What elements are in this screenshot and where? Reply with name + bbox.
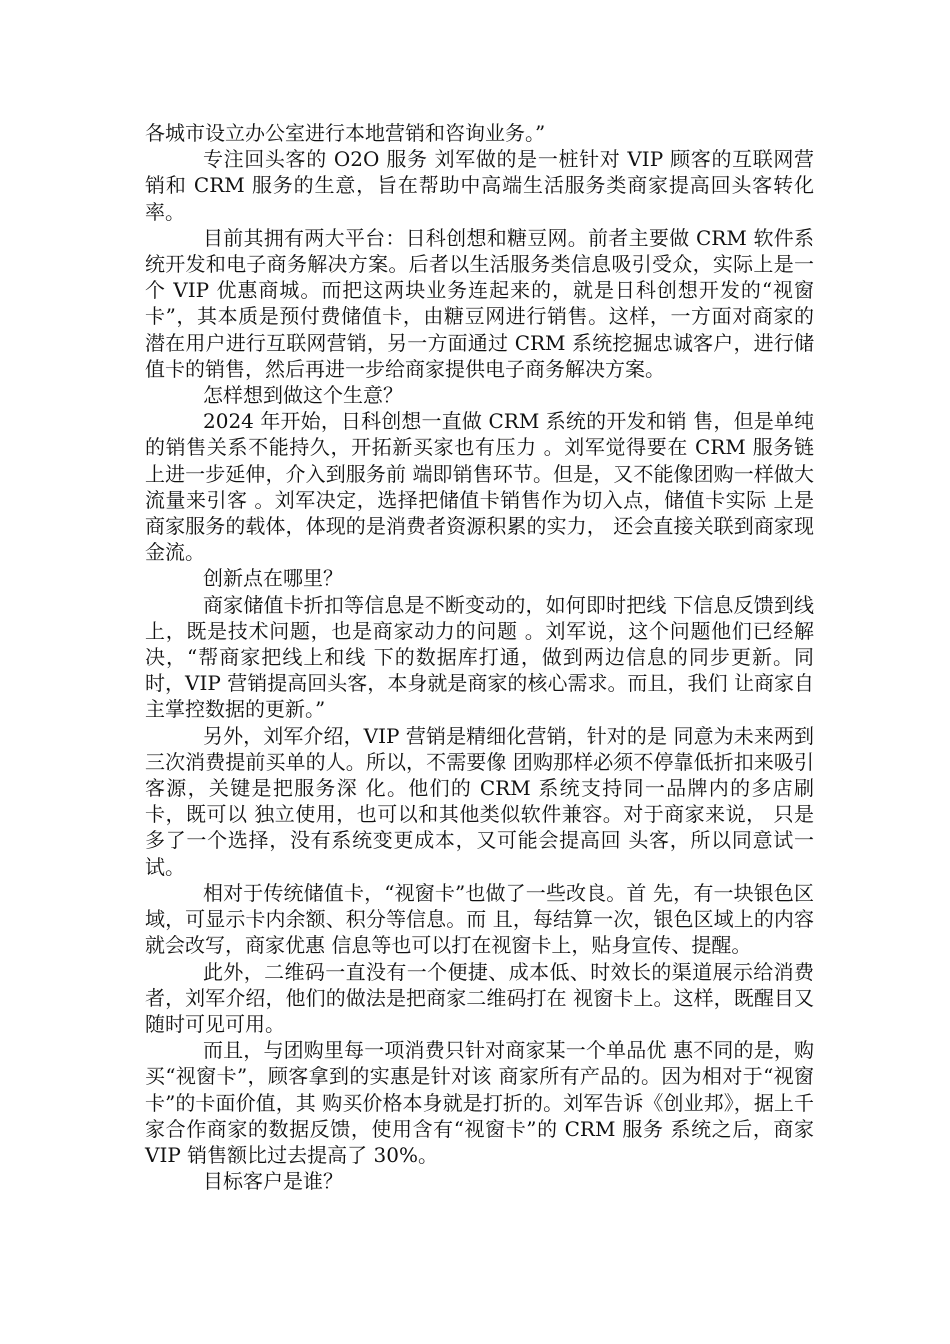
paragraph-2: 专注回头客的 O2O 服务 刘军做的是一桩针对 VIP 顾客的互联网营销和 CRM 服务的生意，旨在帮助中高端生活服务类商家提高回头客转化率。 <box>145 147 814 224</box>
paragraph-3: 目前其拥有两大平台：日科创想和糖豆网。前者主要做 CRM 软件系统开发和电子商务解决方案。后者以生活服务类信息吸引受众，实际上是一个 VIP 优惠商城。而把这两块业务连起来的，就是日科创想开发的“视窗卡”，其本质是预付费储值卡，由糖豆网进行销售。这样，一方面对商家的潜在用户进行互联网营销，另一方面通过 CRM 系统挖掘忠诚客户，进行储值卡的销售，然后再进一步给商家提供电子商务解决方案。 <box>145 225 814 381</box>
paragraph-4: 怎样想到做这个生意？ <box>203 383 403 408</box>
paragraph-7: 商家储值卡折扣等信息是不断变动的，如何即时把线 下信息反馈到线上，既是技术问题，也是商家动力的问题 。刘军说，这个问题他们已经解决，“帮商家把线上和线 下的数据库打通，做到两边信息的同步更新。同时，VIP 营销提高回头客，本身就是商家的核心需求。而且，我们 让商家自主掌控数据的更新。” <box>145 592 814 722</box>
paragraph-5: 2024 年开始，日科创想一直做 CRM 系统的开发和销 售，但是单纯的销售关系不能持久，开拓新买家也有压力 。刘军觉得要在 CRM 服务链上进一步延伸，介入到服务前 端即销售环节。但是，又不能像团购一样做大流量来引客 。刘军决定，选择把储值卡销售作为切入点，储值卡实际 上是商家服务的载体，体现的是消费者资源积累的实力， 还会直接关联到商家现金流。 <box>145 409 814 565</box>
paragraph-8: 另外，刘军介绍，VIP 营销是精细化营销，针对的是 同意为未来两到三次消费提前买单的人。所以，不需要像 团购那样必须不停靠低折扣来吸引客源，关键是把服务深 化。他们的 CRM 系统支持同一品牌内的多店刷卡，既可以 独立使用，也可以和其他类似软件兼容。对于商家来说， 只是多了一个选择，没有系统变更成本，又可能会提高回 头客，所以同意试一试。 <box>145 723 814 879</box>
body-text <box>145 120 814 1194</box>
paragraph-1: 各城市设立办公室进行本地营销和咨询业务。” <box>145 121 546 145</box>
paragraph-12: 目标客户是谁？ <box>203 1169 343 1194</box>
paragraph-6: 创新点在哪里？ <box>203 566 343 591</box>
paragraph-10: 此外，二维码一直没有一个便捷、成本低、时效长的渠道展示给消费者，刘军介绍，他们的做法是把商家二维码打在 视窗卡上。这样，既醒目又随时可见可用。 <box>145 959 814 1036</box>
paragraph-9: 相对于传统储值卡，“视窗卡”也做了一些改良。首 先，有一块银色区域，可显示卡内余额、积分等信息。而 且，每结算一次，银色区域上的内容就会改写，商家优惠 信息等也可以打在视窗卡上，贴身宣传、提醒。 <box>145 880 814 958</box>
paragraph-11: 而且，与团购里每一项消费只针对商家某一个单品优 惠不同的是，购买“视窗卡”，顾客拿到的实惠是针对该 商家所有产品的。因为相对于“视窗卡”的卡面价值，其 购买价格本身就是打折的。刘军告诉《创业邦》，据上千 家合作商家的数据反馈，使用含有“视窗卡”的 CRM 服务 系统之后，商家 VIP 销售额比过去提高了 30%。 <box>145 1038 814 1167</box>
